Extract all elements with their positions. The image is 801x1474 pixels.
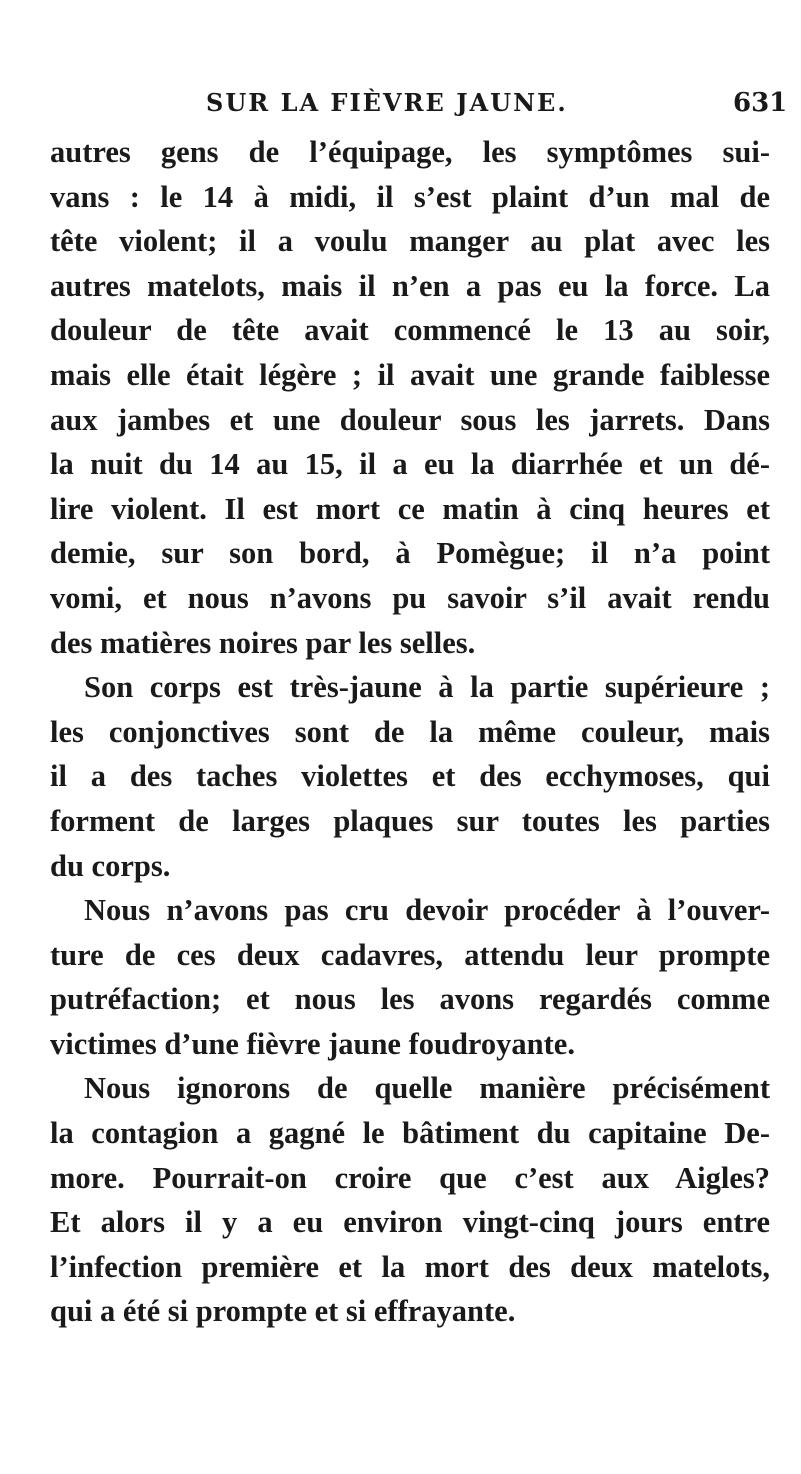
text-line: forment de larges plaques sur toutes les parties xyxy=(50,803,770,838)
text-line: il a des taches violettes et des ecchymoses, qui xyxy=(50,759,770,794)
text-line: more. Pourrait-on croire que c’est aux Aigles? xyxy=(50,1160,770,1195)
text-line: autres matelots, mais il n’en a pas eu la force. La xyxy=(50,268,770,303)
text-line: qui a été si prompte et si effrayante. xyxy=(50,1294,516,1329)
text-line: vomi, et nous n’avons pu savoir s’il avait rendu xyxy=(50,580,770,615)
text-line: la contagion a gagné le bâtiment du capitaine De- xyxy=(50,1116,770,1151)
page-number: 631 xyxy=(733,88,788,118)
text-line: la nuit du 14 au 15, il a eu la diarrhée et un dé- xyxy=(50,447,770,482)
text-line: lire violent. Il est mort ce matin à cinq heures et xyxy=(50,491,770,526)
text-line: putréfaction; et nous les avons regardés comme xyxy=(50,982,770,1017)
text-line: victimes d’une fièvre jaune foudroyante. xyxy=(50,1026,575,1061)
text-line: ture de ces deux cadavres, attendu leur prompte xyxy=(50,937,770,972)
text-line: des matières noires par les selles. xyxy=(50,625,476,660)
text-line: du corps. xyxy=(50,848,171,883)
text-line: Son corps est très-jaune à la partie supérieure ; xyxy=(84,670,770,705)
text-line: Nous n’avons pas cru devoir procéder à l’ouver- xyxy=(84,893,770,928)
text-line: autres gens de l’équipage, les symptômes sui- xyxy=(50,135,770,169)
text-line: aux jambes et une douleur sous les jarrets. Dans xyxy=(50,402,770,437)
text-line: demie, sur son bord, à Pomègue; il n’a point xyxy=(50,536,770,571)
text-line: l’infection première et la mort des deux matelots, xyxy=(50,1249,770,1284)
page-header xyxy=(0,88,801,122)
body-text xyxy=(50,130,770,1334)
running-title: SUR LA FIÈVRE JAUNE. xyxy=(206,88,568,117)
text-line: Nous ignorons de quelle manière précisément xyxy=(84,1071,770,1106)
text-line: mais elle était légère ; il avait une grande faiblesse xyxy=(50,357,770,392)
text-line: les conjonctives sont de la même couleur, mais xyxy=(50,714,770,749)
text-line: tête violent; il a voulu manger au plat avec les xyxy=(50,224,770,259)
text-line: vans : le 14 à midi, il s’est plaint d’un mal de xyxy=(50,179,770,214)
text-line: douleur de tête avait commencé le 13 au soir, xyxy=(50,313,770,348)
text-line: Et alors il y a eu environ vingt-cinq jours entre xyxy=(50,1205,770,1240)
